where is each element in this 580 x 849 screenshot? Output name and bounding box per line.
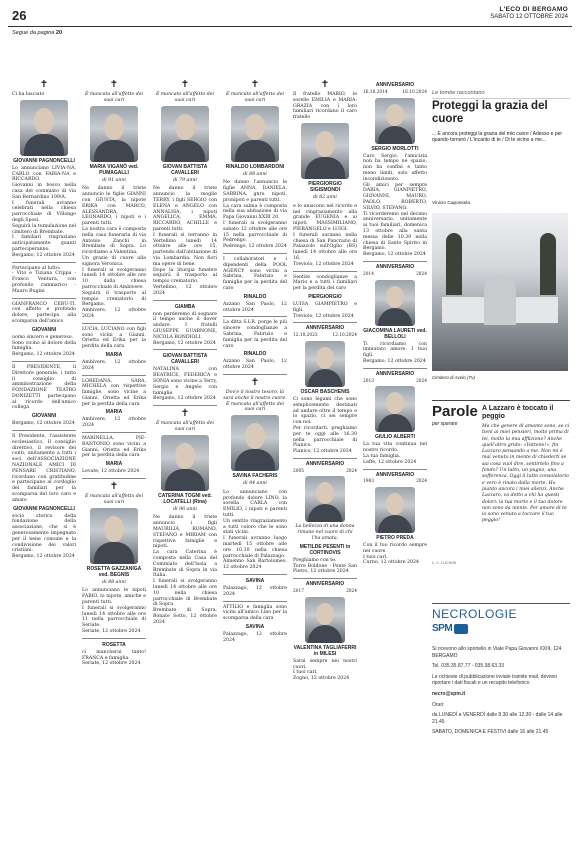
notice-text: Caro Sergio, l'amicizia non ha tempo né spazio, non ha confini e tanto meno limiti, solo affetto incondizionato.	[363, 153, 427, 182]
notice-text: La cara Caterina è composta nella Casa del Commiato dell'Isola a Brembate di Sopra in via Italia.	[153, 550, 217, 579]
notice-text: La ditta S.I.R. porge le più sincere condoglianze a Sabrina, Fabrizio e famiglia per la perdita del caro	[223, 320, 287, 349]
anniversary-label: ANNIVERSARIO	[375, 471, 415, 478]
obituary-column	[223, 80, 287, 843]
divider	[12, 262, 76, 263]
anniversary-dates	[363, 272, 427, 278]
parole-article	[482, 405, 570, 525]
divider	[363, 368, 427, 369]
date-start: 1983	[363, 479, 374, 485]
anniversary-label: ANNIVERSARIO	[305, 460, 345, 467]
notice-text: Brembate di Sopra, Bonate Sotto, 12 ottobre 2024	[153, 608, 217, 625]
portrait-photo	[231, 106, 279, 162]
deceased-age: di 82 anni	[313, 194, 337, 200]
date-start: 2014	[363, 271, 374, 277]
notice-text: La tua vita continua nel nostro ricordo.	[363, 442, 427, 454]
notice-intro: È mancato all'affetto dei suoi cari	[155, 92, 215, 103]
deceased-name: SAVINA FACHERIS	[232, 473, 278, 480]
portrait-photo	[90, 106, 138, 162]
portrait-body	[305, 157, 345, 179]
parole-headline: A Lazzaro è toccato il peggio	[482, 405, 554, 420]
notice-text: Azzano San Paolo, 12 ottobre 2024	[223, 359, 287, 371]
notice-text: Dopo la liturgia funebre seguirà il trasporto al tempio crematorio.	[153, 267, 217, 285]
continued-label: Segue da pagina	[12, 30, 55, 36]
notice-text: Ne danno il triste annuncio i figli MAURILIA, ROMANO, STEFANO e MIRIAM con rispettive famiglie e nipoti.	[153, 515, 217, 550]
notice-text: Ambivere, 12 ottobre 2024	[82, 417, 146, 429]
portrait-body	[24, 134, 64, 156]
notice-text: Un grazie di cuore alla signora Veronica.	[82, 255, 146, 267]
parole-title: Parole	[432, 403, 478, 420]
date-start: 16.10.2014	[363, 89, 388, 95]
notice-text: Sono vicino al dolore della famiglia.	[12, 340, 76, 352]
notice-text: Sentite condoglianze a Mario e a tutti i familiari per la perdita del caro	[293, 274, 357, 292]
notice-text: Levate, 12 ottobre 2024	[82, 469, 140, 475]
portrait-photo	[375, 98, 415, 144]
notice-text: I funerali saranno nella chiesa di San Pancrazio di Palazzolo sull'Oglio (BS) lunedì 14 ottobre alle ore 16.	[293, 232, 357, 261]
info-hours-weekend: SABATO, DOMENICA E FESTIVI dalle 16 alle 21.45	[432, 729, 549, 736]
anniversary-dates	[363, 479, 427, 485]
notice-text: I funerali si svolgeranno lunedì 14 ottobre alle ore 10 nella chiesa parrocchiale di Brembate di Sopra.	[153, 579, 217, 608]
notice-text: Seguirà il trasporto al tempio crematorio di Bergamo.	[82, 290, 146, 308]
cemetery-photo	[432, 213, 568, 371]
header-rule	[8, 26, 572, 27]
anniversary-label: ANNIVERSARIO	[305, 325, 345, 332]
notice-text: Bergamo, 12 ottobre 2024	[12, 421, 75, 427]
deceased-name: CATERINA TOGNI ved. LOCATELLI (Rina)	[158, 492, 212, 505]
deceased-name: ROSETTA GAZZANIGA ved. BEGNIS	[86, 565, 142, 578]
anniversary-label: ANNIVERSARIO	[375, 370, 415, 377]
cross-icon: ✝	[180, 408, 190, 420]
deceased-name: PIERGIORGIO	[308, 293, 342, 300]
portrait-photo	[161, 435, 209, 491]
anniversary-dates	[363, 379, 427, 385]
notice-text: Ne danno l'annuncio le figlie ANNA, DANIELA, SABRINA, gnrs. nipoti, pronipoti e parenti tutti.	[223, 180, 287, 203]
portrait-photo	[90, 508, 138, 564]
notice-text: Palazzago, 12 ottobre 2024	[223, 632, 287, 643]
divider	[223, 601, 287, 602]
divider	[293, 271, 357, 272]
notice-text: La tua famiglia.	[363, 453, 401, 459]
deceased-name: GIOVANNI	[31, 413, 57, 420]
notice-text: Sarai sempre nei nostri cuori.	[293, 658, 357, 670]
notice-text: Seriate, 12 ottobre 2024	[82, 661, 141, 667]
anniversary-label: ANNIVERSARIO	[305, 581, 345, 588]
deceased-age: di 79 anni	[173, 177, 197, 183]
notice-text: ATTILIO e famiglia sono vicini all'amico Lino per la scomparsa della cara	[223, 604, 287, 622]
date-end: 12.10.2024	[332, 333, 357, 339]
portrait-photo	[231, 415, 279, 471]
portrait-head	[34, 108, 54, 134]
tree-shape	[446, 233, 462, 303]
necrologie-title: NECROLOGIE	[432, 603, 570, 621]
deceased-name: ROSETTA	[102, 641, 126, 648]
divider	[293, 322, 357, 323]
deceased-name: MARIA	[105, 409, 123, 416]
notice-text: Un sentito ringraziamento a tutti coloro che le sono stati vicini.	[223, 518, 287, 536]
notice-text: Lo annunciano le nipoti FABIO, lo nipote, amiche e parenti tutti.	[82, 588, 146, 606]
date-start: 2017	[293, 589, 304, 595]
notice-text: Ti ricordiamo con immutato amore. I tuoi figli.	[363, 341, 427, 359]
divider	[153, 300, 217, 301]
portrait-body	[378, 126, 412, 144]
portrait-head	[104, 114, 124, 140]
portrait-photo	[305, 341, 345, 387]
divider	[223, 316, 287, 317]
portrait-photo	[305, 476, 345, 522]
deceased-name: SERGIO MORLOTTI	[371, 145, 419, 152]
spm-logo-text: SPM	[432, 623, 453, 634]
portrait-head	[245, 423, 265, 449]
notice-text: I funerali si svolgeranno sabato 12 ottobre alle ore 15 nella parrocchiale di Pedrengo.	[223, 220, 287, 244]
deceased-name: GIOVANNI PAGNONCELLI	[13, 505, 75, 512]
notice-text: Per ricordarti, preghiamo per te oggi alle 16.30 nella parrocchiale di Pianico.	[293, 425, 357, 449]
portrait-photo	[20, 100, 68, 156]
notice-text: Preghiamo con te.	[293, 557, 337, 563]
deceased-age: di 88 anni	[243, 171, 267, 177]
deceased-name: SAVINA	[245, 578, 265, 585]
notice-intro: La bellezza di una donna rimane nel cuore di chi l'ha amata.	[295, 524, 355, 542]
parole-body: Ma che genere di amante sono, se ci tieni ai miei pensieri, molto prima di lei, molto la mia afflizione? Anche quell'altro grido: «Vattene!», fin Lazzaro pensando a me. Non mi è mai venuto in mente di chiederti se sai cosa vuol dire, sentirtelo fino a fondo? Un lutto, un pugno, una sofferenza. Oggi il lutto consolatorio e vero è rinato dalla morte. Ho pianto ancora i miei silenzi. Anche Lazzaro, va detto a chi ha questi dolori: la tua morte e il tuo dolore non sono da niente. Per amore di te io sono venuto a toccare il tuo peggio!	[482, 424, 570, 524]
notice-text: GIANFRANCO CEBU-TI, con affetto e profondo dolore, partecipa alla scomparsa dell'amico	[12, 301, 76, 324]
notice-text: Seguirà la tumulazione nel cimitero di Brembate.	[12, 223, 76, 235]
tomb-author: Vinicio Capossela	[432, 201, 471, 206]
page-header	[8, 6, 572, 24]
notice-text: I collaboratori e i dipendenti della POOL AGENCY sono vicini a Sabrina, Fabrizio e famiglia per la perdita del caro	[223, 256, 287, 291]
spm-logo-mark	[454, 624, 468, 634]
portrait-body	[235, 449, 275, 471]
notice-text: Gli amici per sempre DARIA, GIANPIETRO, GIOVANNI, MAURO, PAOLO, ROBERTO, SILVIO, STEFANO.	[363, 182, 427, 211]
deceased-age: di 88 anni	[102, 579, 126, 585]
tree-shape	[540, 233, 556, 303]
divider	[153, 349, 217, 350]
notice-text: I funerali si terranno in Vertellino lunedì 14 ottobre alle ore 15, partendo dall'abitazione di via Lombardia. Non fiori ma opere di bene.	[153, 232, 217, 267]
notice-text: LUISA GIAMPIETRO e figli.	[293, 301, 357, 313]
divider	[223, 374, 287, 375]
info-hours-label: Orari:	[432, 701, 445, 708]
cross-icon: ✝	[109, 481, 119, 493]
notice-text: Ambivere, 12 ottobre 2024	[82, 308, 146, 319]
notice-text: Palazzago, 12 ottobre 2024	[223, 586, 287, 597]
date-start: 12.10.2023	[293, 333, 318, 339]
parole-section	[432, 400, 570, 570]
date-end: 2024	[416, 378, 427, 384]
date-end: 2024	[346, 468, 357, 474]
portrait-head	[316, 347, 334, 369]
portrait-body	[94, 140, 134, 162]
portrait-body	[165, 469, 205, 491]
date-end: 2024	[346, 589, 357, 595]
notice-text: LOREDANA, SARA, MICHELA con rispettive famiglie, sono vicine a Gianni, Orietta ed Erika per la perdita della cara	[82, 378, 146, 407]
notice-text: La cara salma è composta nella sua abitazione di via Papa Giovanni XXIII 20.	[223, 203, 287, 221]
notice-text: I funerali avranno celebrati nella chiesa parrocchiale di Villongo degli Sposi.	[12, 200, 76, 223]
anniversary-dates	[293, 469, 357, 475]
notice-text: I funerali si svolgeranno lunedì 14 ottobre alle ore 10 dalla chiesa parrocchiale di Ambivere.	[82, 267, 146, 290]
divider	[223, 574, 287, 575]
obituary-column	[12, 80, 76, 843]
notice-text: Almenno San Bartolomeo, 12 ottobre 2024	[223, 559, 287, 571]
portrait-body	[308, 625, 342, 643]
notice-text: uomo sincero e generoso.	[12, 334, 74, 340]
divider	[363, 469, 427, 470]
info-email[interactable]: necro@spm.it	[432, 690, 466, 697]
notice-text: Bergamo, 12 ottobre 2024	[12, 252, 75, 258]
notice-intro: È mancato all'affetto dei suoi cari	[225, 92, 285, 103]
tomb-section-header: Le tombe raccontano	[432, 90, 570, 99]
deceased-name: GIACOMINA LAURETI ved. BELLOLI	[363, 327, 427, 340]
cross-icon: ✝	[250, 376, 260, 388]
notice-text: non perderemo di sognare il tempo anche il dover andare. I fratelli GIUSEPPE GUARNONE, NICOLA BONDIOLI.	[153, 311, 217, 340]
notice-text: Bergamo, 12 ottobre 2024	[153, 396, 216, 402]
notice-text: Ne danno il triste annuncio la moglie TERRY, i figli SERGIO con ELENA e ANGELO con ANNALISA, i nipoti ANGELICA, EMMA, RICCARDO, ACHILLE e parenti tutti.	[153, 186, 217, 232]
notice-text: Giovanni in bosco nella casa del commiato di via San Bernardino 109/A.	[12, 183, 76, 200]
notice-text: LUCIA, LUCIANO con figli sono vicini a Gianni, Orietta ed Erika per la perdita della cara	[82, 326, 146, 350]
deceased-name: MARIA	[105, 461, 123, 468]
divider	[153, 405, 217, 406]
notice-text: Ti ricorderemo nel decimo anniversario, unitamente ai tuoi familiari, domenica 13 ottobre alla santa messa delle 10.30 nella chiesa di Santo Spirito in Bergamo.	[363, 211, 427, 252]
info-address: Si ricevono allo sportello in Viale Papa Giovanni XXIII, 124 BERGAMO	[432, 646, 562, 659]
notice-text: Leffe, 12 ottobre 2024	[363, 459, 417, 465]
portrait-photo	[305, 597, 345, 643]
divider	[223, 253, 287, 254]
notice-text: Lo annunciano con profondo dolore LINO, la sorella CARLA con EMILIO, i nipoti e parenti tutti.	[223, 489, 287, 519]
anniversary-dates	[363, 90, 427, 96]
tomb-title: Proteggi la grazia del cuore	[432, 100, 548, 125]
portrait-body	[378, 308, 412, 326]
divider	[82, 375, 146, 376]
continued-from	[12, 30, 62, 36]
notice-text: Ci sono legami che sono semplicemente destinati ad andare oltre il tempo e lo spazio, ci sei sempre con noi.	[293, 396, 357, 426]
portrait-body	[308, 504, 342, 522]
divider	[293, 578, 357, 579]
portrait-head	[386, 493, 404, 515]
continued-page: 20	[55, 30, 63, 36]
deceased-name: PIERGIORGIO SIGISMONDI	[308, 180, 342, 193]
info-note: Le richieste di pubblicazione inviate tramite mail, devono riportare i dati fiscali e un recapito telefonico	[432, 673, 558, 687]
parole-credit: L. C. LUCHINI	[432, 561, 457, 565]
cross-icon: ✝	[320, 80, 330, 90]
deceased-age: di 94 anni	[243, 481, 267, 487]
notice-text: Curno, 12 ottobre 2024	[363, 560, 419, 566]
divider	[82, 323, 146, 324]
spm-logo	[432, 623, 570, 634]
notice-text: La nostra cara è composta nella casa funeraria di via Antonio Zanchi in Brembate di Sopra. Lo ricordiamo a Valentina.	[82, 226, 146, 256]
divider	[82, 478, 146, 479]
deceased-name: OSCAR BASCHENIS	[300, 388, 350, 395]
cross-icon: ✝	[180, 80, 190, 90]
notice-text: Vertellino, 12 ottobre 2024	[153, 284, 217, 296]
notice-text: I tuoi cari.	[293, 670, 318, 676]
notice-intro: Dov'è il nostro tesoro, là sarà anche il nostro cuore.	[223, 389, 287, 401]
portrait-body	[308, 369, 342, 387]
anniversary-dates	[293, 333, 357, 339]
parole-subtitle: per sperare	[432, 421, 458, 427]
info-phone: Tel. 035.35.87.77 - 035.38.63.33	[432, 663, 505, 670]
tomb-text: ... E ancora proteggi la grazia del mio cuore / Adesso e per quando tornerò / L'incanto di te / Di te vicino a me...	[432, 131, 563, 144]
cemetery-arch	[484, 275, 516, 325]
notice-text: e lo uniscono nel ricordo e nel ringraziamento alla grande EUGENIA e ai nipoti MASSIMILIANO, PIERANGELO e LUIGI.	[293, 203, 357, 232]
deceased-name: GIAMBA	[174, 303, 196, 310]
portrait-head	[175, 443, 195, 469]
notice-text: - Vito e Tiziana Crippa - Franco Ventura, con profondo rammarico - Mauro Bugini	[12, 271, 76, 294]
notice-text: Bergamo, 12 ottobre 2024	[363, 358, 426, 364]
anniversary-dates	[293, 589, 357, 595]
anniversary-label: ANNIVERSARIO	[375, 263, 415, 270]
portrait-photo	[375, 487, 415, 533]
deceased-name: GIOVANNI	[31, 326, 57, 333]
info-hours-week: da LUNEDÌ a VENERDÌ dalle 8.30 alle 12.30 - dalle 14 alle 21.45	[432, 712, 563, 725]
portrait-head	[316, 603, 334, 625]
portrait-body	[235, 140, 275, 162]
deceased-age: di 96 anni	[173, 506, 197, 512]
notice-text: Treviolo, 12 ottobre 2024	[293, 313, 354, 319]
notice-text: ci mancherai tanto! FRANCA e famiglia.	[82, 649, 146, 661]
notice-intro: È mancata all'affetto dei suoi cari	[84, 92, 144, 103]
obituary-column	[153, 80, 217, 843]
portrait-body	[94, 542, 134, 564]
notice-text: Pianico, 12 ottobre 2024	[293, 449, 352, 455]
divider	[12, 361, 76, 362]
notice-intro: È mancata all'affetto dei suoi cari	[155, 421, 215, 432]
cemetery-caption: Cimitero di Avolo (Tv)	[432, 375, 476, 380]
date-start: 2013	[363, 378, 374, 384]
notice-text: MARINELLA, PIE-RANTONIO sono vicini a Gianni, Orietta ed Erika per la perdita della cara	[82, 436, 146, 459]
portrait-head	[104, 516, 124, 542]
notice-text: Bergamo, 12 ottobre 2024	[12, 554, 75, 560]
date-end: 2024	[416, 271, 427, 277]
notice-text: I familiari ringraziano anticipatamente quanti parteciperanno.	[12, 235, 76, 252]
notice-text: Seriate, 12 ottobre 2024	[82, 629, 141, 635]
deceased-name: RINALDO LOMBARDONI	[225, 163, 285, 170]
obituary-column	[363, 80, 427, 843]
deceased-name: VALENTINA TAGLIAFERRI in MILESI	[293, 644, 357, 657]
deceased-age: di 91 anni	[102, 177, 126, 183]
obituary-column	[293, 80, 357, 843]
notice-text: Azzano San Paolo, 12 ottobre 2024	[223, 301, 287, 313]
portrait-head	[386, 286, 404, 308]
divider	[363, 261, 427, 262]
deceased-name: RINALDO	[243, 293, 267, 300]
publication-info	[490, 6, 568, 21]
notice-intro: È mancata all'affetto dei suoi cari	[225, 401, 285, 413]
deceased-name: GIOVAN BATTISTA CAVALLERI	[162, 163, 208, 176]
notice-text: Ne danno il triste annuncio le figlie GIANNI con GIUSTA, la nipote ERIKA con MARCO, ALESSANDRA, LEONARDO, i nipoti e i parenti tutti.	[82, 186, 146, 227]
notice-text: Bergamo, 12 ottobre 2024	[12, 352, 75, 358]
portrait-body	[378, 515, 412, 533]
deceased-name: METILDE PESENTI in CORTINOVIS	[299, 543, 351, 556]
date-end: 2024	[416, 479, 427, 485]
anniversary-label: ANNIVERSARIO	[375, 82, 415, 88]
notice-text: Con il tuo ricordo sempre nel cuore.	[363, 543, 427, 554]
deceased-name: RINALDO	[243, 351, 267, 358]
portrait-body	[165, 140, 205, 162]
notice-text: Partecipano al lutto:	[12, 265, 61, 271]
notice-text: Lo annunciano LIVIA-NA, CARLO con FABIA-NA e RICCARDO.	[12, 165, 76, 183]
deceased-name: GIULIO ALBERTI	[374, 434, 416, 441]
portrait-head	[175, 114, 195, 140]
divider	[82, 432, 146, 433]
publication-name: L'ECO DI BERGAMO	[499, 6, 568, 13]
page-number: 26	[12, 8, 27, 23]
deceased-name: PIETRO PREDA	[376, 535, 414, 542]
notice-text: I tuoi cari.	[363, 554, 388, 560]
portrait-head	[386, 104, 404, 126]
portrait-photo	[375, 386, 415, 432]
notice-text: Il Presidente, l'assistente ecclesiastico, Il consiglio direttivo, il revisore dei conti, unitamente a tutti i soci dell'ASSOCIAZIONE NAZIONALE AMICI DI PENSARE CRISTIANO, ricordano con gratitudine e partecipano al cordoglio dei familiari per la scomparsa del loro caro e amato	[12, 434, 76, 503]
divider	[293, 458, 357, 459]
deceased-name: SAVINA	[245, 624, 265, 631]
notice-text: I funerali avranno luogo martedì 15 ottobre alle ore 10.30 nella chiesa parrocchiale di Palazzago.	[223, 536, 287, 559]
portrait-head	[315, 131, 335, 157]
cross-icon: ✝	[39, 80, 49, 90]
portrait-head	[386, 392, 404, 414]
notice-text: Pedrengo, 12 ottobre 2024	[223, 244, 287, 250]
notice-text: Bergamo, 12 ottobre 2024	[363, 252, 426, 258]
divider	[82, 638, 146, 639]
cross-icon: ✝	[250, 80, 260, 90]
deceased-name: GIOVANNI PAGNONCELLI	[13, 157, 75, 164]
divider	[12, 298, 76, 299]
deceased-name: MARIA VIGANÒ ved. PUMAGALLI	[89, 163, 139, 176]
notice-text: Il PRESIDENTE, il Direttore generale, i tutto il consiglio di amministrazione della FONDAZIONE TEATRO DONIZETTI partecipano al ricordo dell'amico collega	[12, 364, 76, 411]
notice-text: Il fratello MARIO, le sorelle EMILIA e MARIA-GRAZIA con i loro familiari ricordano il caro fratello	[293, 92, 357, 121]
notice-text: Bergamo, 12 ottobre 2024	[153, 340, 216, 346]
notice-text: I funerali si svolgeranno lunedì 14 ottobre alle ore 11 nella parrocchiale di Seriate.	[82, 605, 146, 629]
deceased-name: MARIA	[105, 351, 123, 358]
portrait-photo	[375, 280, 415, 326]
publication-date: SABATO 12 OTTOBRE 2024	[490, 14, 568, 20]
notice-text: Treviolo, 12 ottobre 2024	[293, 261, 354, 267]
portrait-photo	[301, 123, 349, 179]
divider	[12, 430, 76, 431]
necrologie-info	[432, 646, 570, 736]
notice-text: Zogno, 12 ottobre 2024	[293, 676, 350, 682]
cross-icon: ✝	[109, 80, 119, 90]
obituary-column	[82, 80, 146, 843]
portrait-head	[316, 482, 334, 504]
notice-text: socio storico della fondazione della associazione, che si è generosamente impegnato per il bene comune e la condivisione dei valori cristiani.	[12, 513, 76, 554]
date-end: 16.10.2024	[402, 89, 427, 95]
portrait-head	[245, 114, 265, 140]
portrait-photo	[161, 106, 209, 162]
necrologie-box	[432, 603, 570, 740]
notice-text: Ambivere, 12 ottobre 2024	[82, 359, 146, 371]
date-start: 2005	[293, 468, 304, 474]
deceased-name: GIOVAN BATTISTA CAVALLERI	[162, 353, 208, 366]
notice-text: NATALINA con BEATRICE, FEDERICA e SONIA sono vicine a Terry, Sergio e Angelo con famiglie.	[153, 367, 217, 396]
portrait-body	[378, 414, 412, 432]
notice-text: Torre Boldone - Ponte San Pietro, 12 ottobre 2024	[293, 563, 357, 575]
notice-intro: È mancata all'affetto dei suoi cari	[84, 494, 144, 505]
notice-text: Ci ha lasciato	[12, 92, 45, 97]
